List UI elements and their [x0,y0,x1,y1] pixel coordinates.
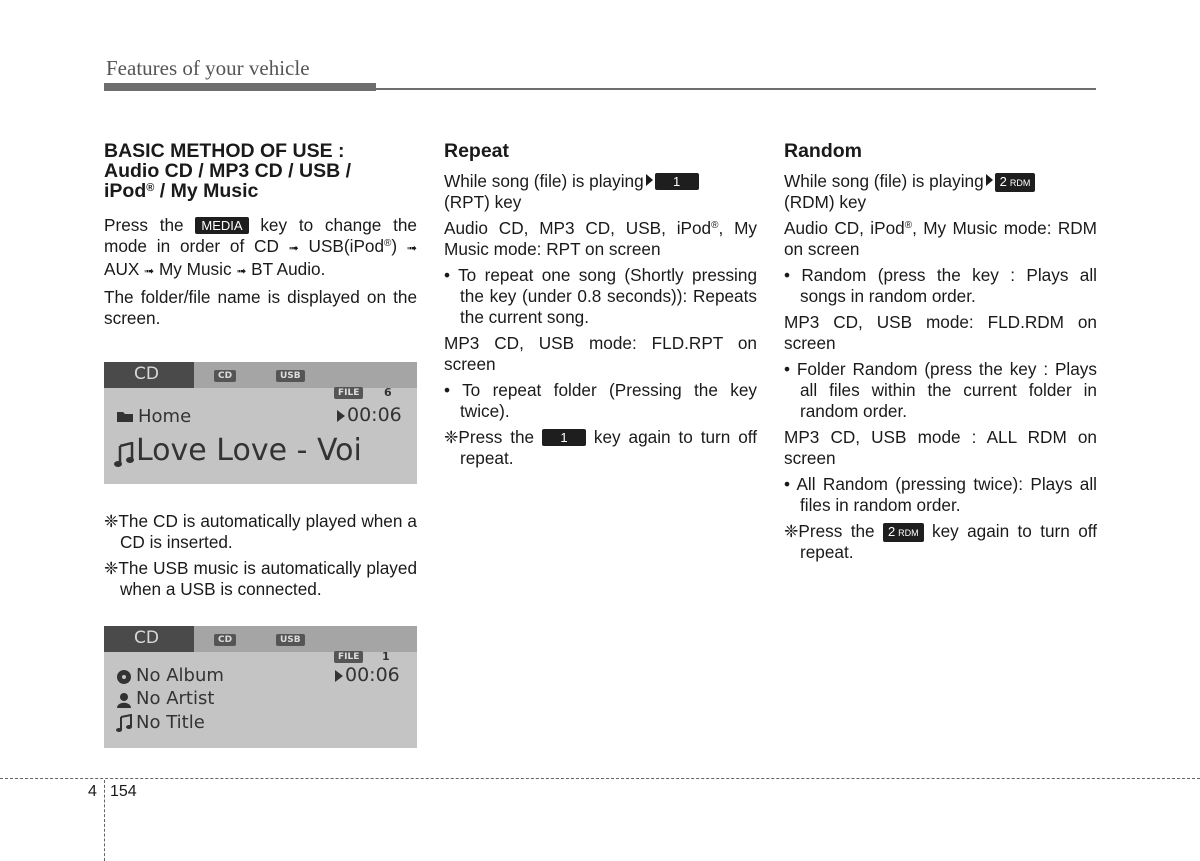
heading-line-2: Audio CD / MP3 CD / USB / [104,160,352,182]
play-time: 00:06 [347,404,402,426]
mode-order-paragraph [104,215,417,282]
key-rdm-text: RDM [898,528,919,538]
play-triangle-icon [646,174,653,186]
heading-line-3b: / My Music [154,180,259,202]
note-usb-auto-play: ❈The USB music is automatically played when a USB is connected. [104,558,417,599]
song-title: No Title [136,712,205,733]
text: ) [391,236,407,256]
key-rdm-text: RDM [1009,178,1031,188]
registered-mark: ® [711,220,719,231]
usb-indicator: USB [276,370,305,382]
text: (RDM) key [784,192,867,212]
arrow-icon: ➟ [144,264,155,278]
page-number: 154 [110,783,137,800]
cd-indicator: CD [214,634,236,646]
music-note-icon [116,714,132,732]
file-indicator: FILE [334,387,363,399]
key-1-label: 1 [655,173,699,190]
album-name: No Album [136,665,224,686]
file-number: 1 [382,650,390,663]
file-number: 6 [384,386,392,399]
cd-indicator: CD [214,370,236,382]
repeat-one-bullet: • To repeat one song (Shortly pressing the key (under 0.8 seconds)): Repeats the current song. [444,265,757,327]
chapter-number: 4 [88,783,97,800]
arrow-icon: ➟ [406,241,417,255]
media-key-label: MEDIA [195,217,248,234]
footer-vertical-divider [104,780,105,861]
column-basic-method-notes [104,511,417,605]
cd-display-screenshot-2 [104,626,417,748]
all-random-bullet: • All Random (pressing twice): Plays all files in random order. [784,474,1097,515]
registered-mark: ® [146,182,155,194]
song-title: Love Love - Voi [136,433,362,468]
text: , My Music mode: RDM on screen [784,218,1097,259]
text: My Music [154,259,237,279]
header-title: Features of your vehicle [106,56,310,80]
text: key to change the mode in order of CD [104,215,417,256]
text: Press the [104,215,196,235]
text: ❈Press the [444,427,543,447]
registered-mark: ® [904,220,913,231]
random-all-bullet: • Random (press the key : Plays all songs in random order. [784,265,1097,306]
text: While song (file) is playing [784,171,984,191]
play-time: 00:06 [345,664,400,686]
play-icon [334,669,344,683]
text: ❈Press the [784,521,883,541]
album-disc-icon [116,669,132,685]
fld-rpt-paragraph: MP3 CD, USB mode: FLD.RPT on screen [444,333,757,374]
text: Audio CD, MP3 CD, USB, iPod [444,218,712,238]
screen-mode-tab: CD [104,362,194,388]
text: key again to turn off repeat. [800,521,1097,562]
note-cd-auto-play: ❈The CD is automatically played when a CD is inserted. [104,511,417,552]
text: While song (file) is playing [444,171,644,191]
heading-line-3a: iPod [104,180,147,202]
text: (RPT) key [444,192,522,212]
column-basic-method [104,138,417,334]
section-heading-repeat: Repeat [444,140,510,162]
key-number: 2 [999,174,1007,189]
music-note-icon [114,442,134,468]
screen-mode-tab: CD [104,626,194,652]
folder-icon [116,409,134,423]
play-icon [336,409,346,423]
text: BT Audio. [246,259,326,279]
random-off-note [784,521,1097,563]
play-triangle-icon [986,174,993,186]
footer-divider [0,778,1200,779]
column-repeat [444,138,757,474]
arrow-icon: ➟ [288,241,299,255]
repeat-off-note [444,427,757,469]
text: key again to turn off repeat. [460,427,757,468]
repeat-key-paragraph [444,171,757,213]
arrow-icon: ➟ [236,264,247,278]
text: USB(iPod [298,236,385,256]
header-bar-thin [376,88,1096,90]
folder-file-paragraph: The folder/file name is displayed on the screen. [104,287,417,328]
artist-name: No Artist [136,688,215,709]
repeat-folder-bullet: • To repeat folder (Pressing the key twice). [444,380,757,421]
all-rdm-paragraph: MP3 CD, USB mode : ALL RDM on screen [784,427,1097,468]
key-2-rdm-label [995,173,1036,192]
key-2-rdm-label [883,523,924,542]
heading-line-1: BASIC METHOD OF USE : [104,140,345,162]
key-number: 2 [887,524,896,539]
random-key-paragraph [784,171,1097,213]
text: , My Music mode: RPT on screen [444,218,758,259]
cd-display-screenshot-1 [104,362,417,484]
file-indicator: FILE [334,651,363,663]
folder-random-bullet: • Folder Random (press the key : Plays all files within the current folder in random order. [784,359,1097,421]
artist-person-icon [116,692,132,708]
section-heading-basic-method [104,141,417,201]
key-1-label: 1 [542,429,586,446]
registered-mark: ® [384,238,392,249]
repeat-mode-paragraph [444,218,757,260]
column-random [784,138,1097,568]
text: AUX [104,259,145,279]
header-bar-thick [104,83,376,91]
usb-indicator: USB [276,634,305,646]
fld-rdm-paragraph: MP3 CD, USB mode: FLD.RDM on screen [784,312,1097,353]
random-mode-paragraph [784,218,1097,260]
text: Audio CD, iPod [784,218,905,238]
folder-name: Home [138,406,192,427]
section-heading-random: Random [784,140,862,162]
